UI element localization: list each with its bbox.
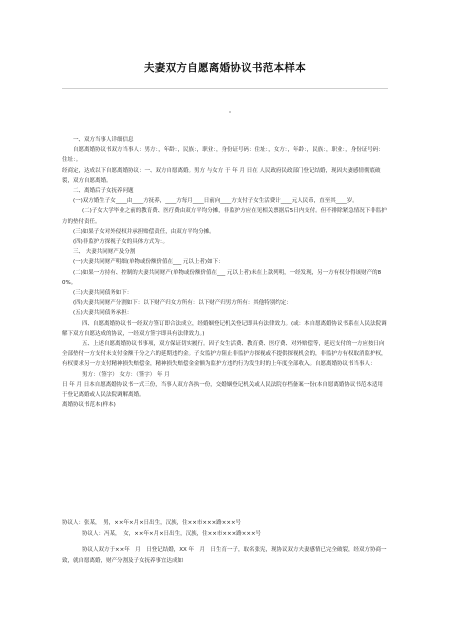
paragraph-debts: (三)夫妻共同债务如下： bbox=[73, 290, 133, 297]
title-divider bbox=[62, 88, 388, 89]
paragraph-agreement-1: 经商定，达成以下自愿离婚协议：一、双方自愿离婚。男方 与女方 于 年 月 日在 人民政府民政部门登记结婚，现因夫妻感情彻底破裂，双方自愿离婚。 bbox=[62, 167, 381, 184]
decorative-dot bbox=[229, 111, 231, 113]
paragraph-legal-effect: 四、自愿离婚协议书一经双方签订即合法成立，经婚姻登记机关登记即具有法律效力。(或：本自愿离婚协议书系在人民法院调解下双方自愿达成的协议，一经双方签字即具有法律效力。) bbox=[62, 320, 387, 337]
paragraph-education-costs: (二)子女大学毕业之前的教育费、医疗费由双方平均分摊，非监护方应在见相关票据后5日内支付。但不排除紧急情况下非监护方的垫付责任。 bbox=[62, 208, 387, 225]
section-heading-property: 三、 夫妻共同财产及分割 bbox=[73, 249, 136, 256]
section-heading-parties: 一、双方当事人详细信息 bbox=[73, 137, 134, 143]
paragraph-custody: (一)双方婚生子女____由____方抚养，____方每月____日前向____方支付子女生活费计____元人民币，直至其____岁。 bbox=[73, 198, 358, 205]
paragraph-copies: 日 年 月 日本自愿离婚协议书一式三份，当事人双方各执一份，交婚姻登记机关或人民法院存档备案一份(本自愿离婚协议书范本适用于登记离婚或人民法院调解离婚。 bbox=[62, 381, 383, 399]
signature-line: 男方：（签字） 女方：（签字） 年 月 bbox=[82, 371, 170, 378]
paragraph-property-split: (四)夫妻共同财产分割如下：以下财产归女方所有：以下财产归男方所有：其他特别约定： bbox=[73, 300, 292, 307]
section-heading-children: 二、离婚后子女抚养问题 bbox=[73, 188, 134, 195]
sample-heading: 离婚协议书范本(样本) bbox=[62, 402, 116, 409]
document-title: 夫妻双方自愿离婚协议书范本样本 bbox=[144, 62, 306, 74]
party-line-zhang: 协议人：张某， 男，××年×月×日出生，汉族，住××市×××路×××号 bbox=[62, 520, 242, 526]
paragraph-hidden-property: (二)如果一方持有、控制的夫妻共同财产(单物或份额价值在___ 元以上者)未在上款列明，一经发现，另一方有权分得该财产的80%。 bbox=[62, 269, 382, 286]
paragraph-debt-bearing: (五)夫妻共同债务承担： bbox=[73, 310, 133, 317]
paragraph-party-info: 自愿离婚协议书双方当事人：男方：，年龄：，民族：，职业：，身份证号码：住址：，女方：，年龄：，民族：，职业：，身份证号码：住址：。 bbox=[62, 147, 384, 164]
paragraph-performance: 五、上述自愿离婚协议书事项，双方保证切实履行。因子女生活费、教育费、医疗费、对外赔偿等，延迟支付的一方应按日向全部垫付一方支付未支付金额千分之六的延期违约金。子女监护方阻止非监护方探视或不提供探视机会的，非监护方有权取消监护权，有权要求另一方支付精神损失赔偿金，精神损失赔偿金金额为监护方违约行为发生时的上年度全部收入。自愿离婚协议书当事人： bbox=[62, 341, 387, 368]
paragraph-property-list: (一)夫妻共同财产明细(单物或份额价值在___ 元以上者)如下： bbox=[73, 259, 224, 266]
document-body bbox=[62, 135, 388, 410]
paragraph-visitation: (四)非监护方探视子女的具体方式为：。 bbox=[73, 239, 169, 246]
paragraph-tort-liability: (三)如果子女对外侵权并承担赔偿责任，由双方平均分摊。 bbox=[73, 228, 215, 235]
paragraph-marriage-facts: 协议人双方于××年 月 日登记结婚，XX 年 月 日生育一子，取名张宪，现协议双方夫妻感情已完全破裂，经双方协商一致，就自愿离婚，财产分割及子女抚养事宜达成如 bbox=[62, 547, 387, 564]
document-body-sample bbox=[62, 518, 388, 566]
party-line-feng: 协议人：冯某， 女，××年×月×日出生，汉族，住××市×××路×××号 bbox=[82, 530, 262, 537]
